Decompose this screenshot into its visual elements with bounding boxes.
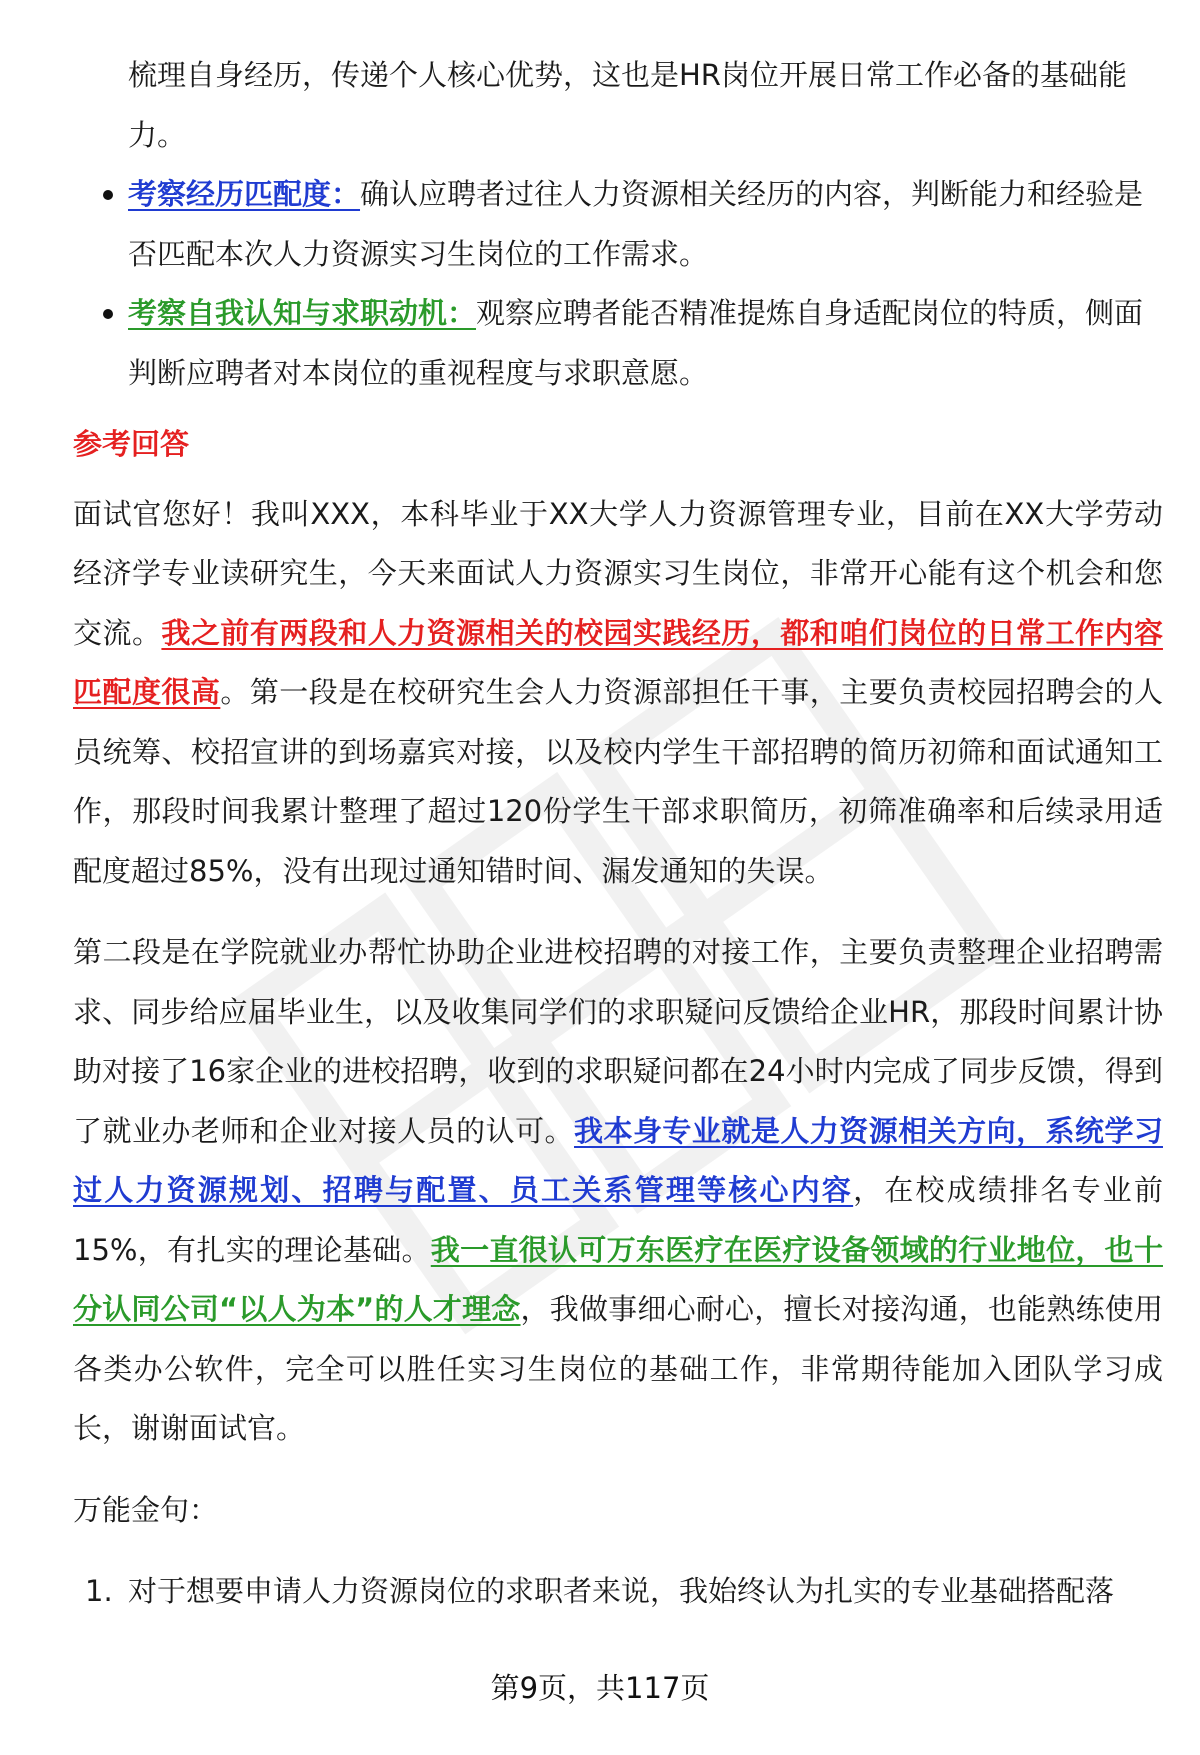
answer-paragraph-2 <box>73 923 1163 1459</box>
answer-p1-highlight-red: 我之前有两段和人力资源相关的校园实践经历，都和咱们岗位的日常工作内容匹配度很高 <box>73 615 1163 709</box>
bullet-label-experience-match: 考察经历匹配度： <box>128 177 361 211</box>
bullet-label-self-awareness: 考察自我认知与求职动机： <box>128 296 477 330</box>
criteria-bullet-list <box>73 165 1163 403</box>
answer-p2-text-a: 第二段是在学院就业办帮忙协助企业进校招聘的对接工作，主要负责整理企业招聘需求、同步给应届毕业生，以及收集同学们的求职疑问反馈给企业HR，那段时间累计协助对接了16家企业的进校招聘，收到的求职疑问都在24小时内完成了同步反馈，得到了就业办老师和企业对接人员的认可。 <box>73 935 1163 1148</box>
reference-answer-title: 参考回答 <box>73 427 190 461</box>
page-footer: 第9页，共117页 <box>490 1671 710 1705</box>
answer-p2-text-b: ，在校成绩排名专业前15%，有扎实的理论基础。 <box>73 1173 1163 1267</box>
list-number: 1. <box>85 1574 113 1608</box>
golden-sentence-item <box>73 1562 1163 1622</box>
bullet-dot-icon <box>103 309 113 319</box>
answer-p2-highlight-blue: 我本身专业就是人力资源相关方向，系统学习过人力资源规划、招聘与配置、员工关系管理等核心内容 <box>73 1113 1163 1207</box>
golden-sentences-list <box>73 1562 1163 1622</box>
golden-sentences-label: 万能金句： <box>73 1492 219 1527</box>
answer-paragraph-1 <box>73 485 1163 902</box>
answer-p2-text-c: ，我做事细心耐心，擅长对接沟通，也能熟练使用各类办公软件，完全可以胜任实习生岗位的基础工作，非常期待能加入团队学习成长，谢谢面试官。 <box>73 1292 1163 1445</box>
bullet-dot-icon <box>103 190 113 200</box>
bullet-text-experience-match: 确认应聘者过往人力资源相关经历的内容，判断能力和经验是否匹配本次人力资源实习生岗位的工作需求。 <box>128 177 1144 271</box>
bullet-text-self-awareness: 观察应聘者能否精准提炼自身适配岗位的特质，侧面判断应聘者对本岗位的重视程度与求职意愿。 <box>128 296 1144 390</box>
document-content <box>73 46 1163 1622</box>
intro-continuation-line-2: 力。 <box>128 117 187 152</box>
bullet-item-self-awareness <box>73 284 1163 403</box>
answer-p2-highlight-green: 我一直很认可万东医疗在医疗设备领域的行业地位，也十分认同公司“以人为本”的人才理念 <box>73 1232 1163 1326</box>
bullet-item-experience-match <box>73 165 1163 284</box>
intro-continuation-line-1: 梳理自身经历，传递个人核心优势，这也是HR岗位开展日常工作必备的基础能 <box>128 58 1127 92</box>
answer-p1-text-b: 。第一段是在校研究生会人力资源部担任干事，主要负责校园招聘会的人员统筹、校招宣讲的到场嘉宾对接，以及校内学生干部招聘的简历初筛和面试通知工作，那段时间我累计整理了超过120份学生干部求职简历，初筛准确率和后续录用适配度超过85%，没有出现过通知错时间、漏发通知的失误。 <box>73 675 1163 888</box>
answer-p1-text-a: 面试官您好！我叫XXX，本科毕业于XX大学人力资源管理专业，目前在XX大学劳动经济学专业读研究生，今天来面试人力资源实习生岗位，非常开心能有这个机会和您交流。 <box>73 496 1163 650</box>
golden-sentence-text: 对于想要申请人力资源岗位的求职者来说，我始终认为扎实的专业基础搭配落 <box>128 1574 1115 1608</box>
